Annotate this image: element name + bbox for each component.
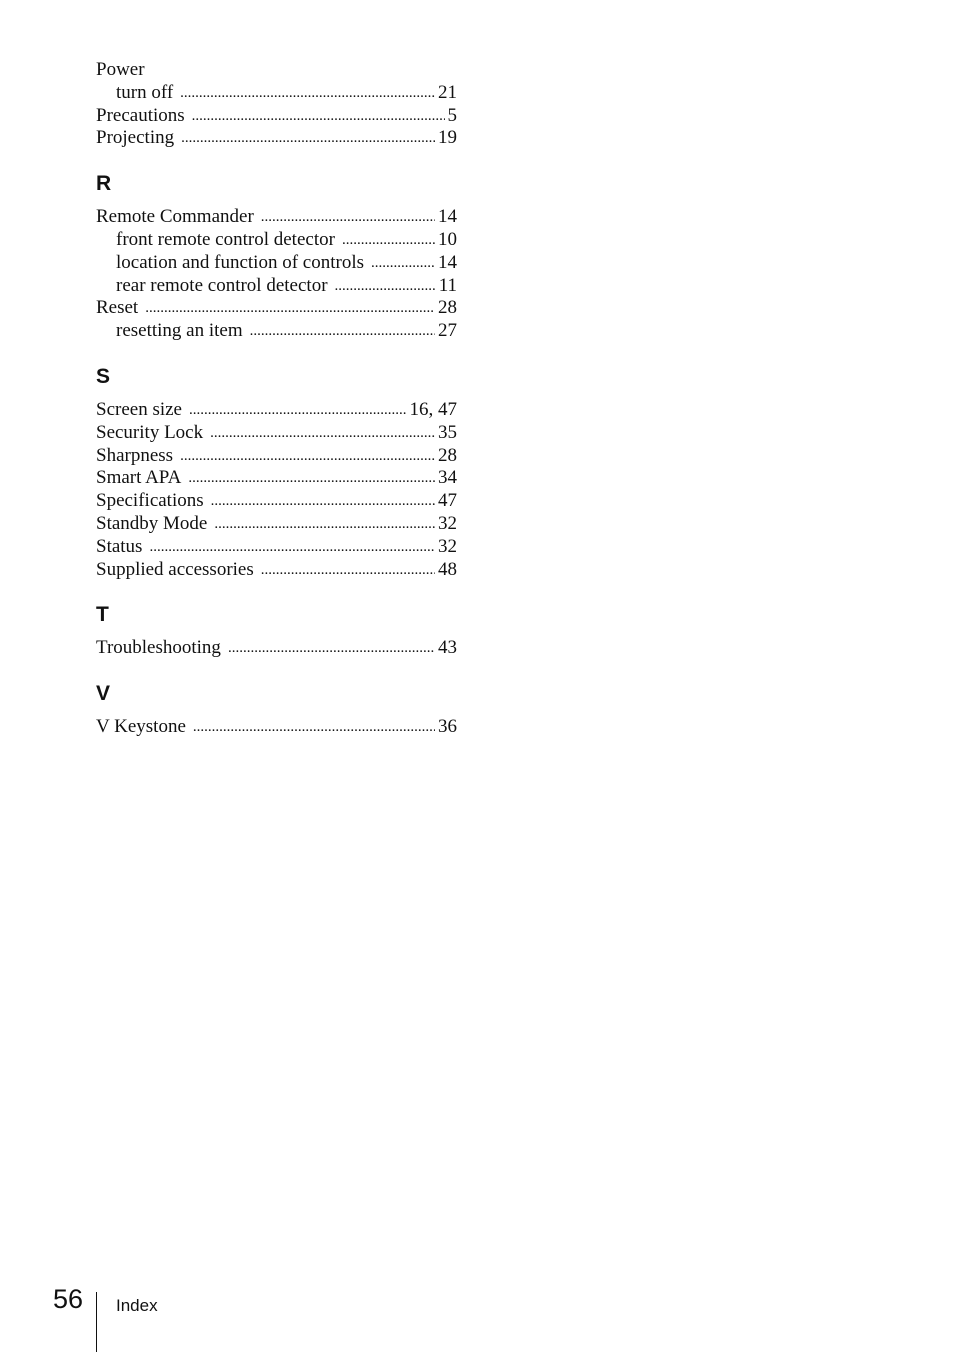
index-page: 16, 47 bbox=[409, 398, 457, 420]
index-entry bbox=[96, 490, 457, 513]
index-entry bbox=[96, 513, 457, 536]
index-page: 14 bbox=[438, 206, 457, 228]
index-term: Specifications bbox=[96, 490, 204, 512]
index-term: Screen size bbox=[96, 398, 182, 420]
index-term: Reset bbox=[96, 297, 139, 319]
index-entry-projecting bbox=[96, 127, 457, 150]
index-page: 34 bbox=[438, 467, 457, 489]
index-entry bbox=[96, 206, 457, 229]
section-letter: R bbox=[96, 172, 112, 196]
index-page: 48 bbox=[438, 558, 457, 580]
index-entry bbox=[96, 559, 457, 582]
index-entry bbox=[96, 320, 457, 343]
index-term: rear remote control detector bbox=[116, 274, 328, 296]
index-entry-turn-off bbox=[96, 82, 457, 105]
index-term: Remote Commander bbox=[96, 206, 254, 228]
dot-leader bbox=[250, 319, 435, 343]
index-page: 43 bbox=[438, 637, 457, 659]
index-page: 5 bbox=[447, 104, 457, 126]
index-page: 19 bbox=[438, 127, 457, 149]
dot-leader bbox=[335, 274, 436, 298]
dot-leader bbox=[342, 228, 435, 252]
dot-leader bbox=[371, 251, 435, 275]
index-entry bbox=[96, 536, 457, 559]
index-section-p bbox=[96, 59, 457, 150]
dot-leader bbox=[180, 81, 435, 105]
index-entry bbox=[96, 275, 457, 298]
index-page: 10 bbox=[438, 228, 457, 250]
index-term: V Keystone bbox=[96, 716, 186, 738]
index-page: 47 bbox=[438, 490, 457, 512]
dot-leader bbox=[210, 421, 435, 445]
index-entry bbox=[96, 716, 457, 739]
index-term: front remote control detector bbox=[116, 228, 335, 250]
index-entry-precautions bbox=[96, 105, 457, 128]
dot-leader bbox=[189, 398, 407, 422]
section-letter: V bbox=[96, 682, 111, 706]
dot-leader bbox=[181, 126, 435, 150]
index-column bbox=[96, 59, 457, 739]
index-term: resetting an item bbox=[116, 320, 243, 342]
index-term: Status bbox=[96, 535, 143, 557]
index-term: Sharpness bbox=[96, 444, 174, 466]
index-section-s bbox=[96, 365, 457, 581]
dot-leader bbox=[193, 715, 435, 739]
dot-leader bbox=[149, 535, 435, 559]
index-term: Power bbox=[96, 59, 145, 80]
index-term: turn off bbox=[116, 81, 174, 103]
index-page: 27 bbox=[438, 320, 457, 342]
index-term: Precautions bbox=[96, 104, 185, 126]
dot-leader bbox=[261, 205, 435, 229]
dot-leader bbox=[180, 444, 435, 468]
dot-leader bbox=[211, 489, 435, 513]
index-term: Projecting bbox=[96, 127, 175, 149]
index-page: 11 bbox=[438, 274, 457, 296]
index-section-t bbox=[96, 603, 457, 660]
index-entry bbox=[96, 297, 457, 320]
index-page: 32 bbox=[438, 535, 457, 557]
index-entry bbox=[96, 399, 457, 422]
index-entry bbox=[96, 252, 457, 275]
index-page: 36 bbox=[438, 716, 457, 738]
dot-leader bbox=[261, 558, 435, 582]
dot-leader bbox=[214, 512, 435, 536]
dot-leader bbox=[228, 636, 435, 660]
index-term: Security Lock bbox=[96, 421, 204, 443]
index-page: 28 bbox=[438, 444, 457, 466]
dot-leader bbox=[188, 466, 435, 490]
index-page: 32 bbox=[438, 512, 457, 534]
index-term: Standby Mode bbox=[96, 512, 208, 534]
footer-divider bbox=[96, 1292, 97, 1352]
section-letter: T bbox=[96, 603, 109, 627]
section-letter: S bbox=[96, 364, 111, 388]
dot-leader bbox=[145, 296, 435, 320]
index-term: Troubleshooting bbox=[96, 637, 221, 659]
index-term: Supplied accessories bbox=[96, 558, 254, 580]
index-term: location and function of controls bbox=[116, 251, 364, 273]
index-entry bbox=[96, 229, 457, 252]
index-page: 35 bbox=[438, 421, 457, 443]
index-page: 14 bbox=[438, 251, 457, 273]
index-entry bbox=[96, 467, 457, 490]
index-page: 21 bbox=[438, 81, 457, 103]
index-page: 28 bbox=[438, 297, 457, 319]
index-section-v bbox=[96, 682, 457, 739]
index-section-r bbox=[96, 172, 457, 343]
dot-leader bbox=[192, 104, 445, 128]
section-label: Index bbox=[116, 1296, 158, 1315]
index-entry bbox=[96, 422, 457, 445]
page-number: 56 bbox=[53, 1284, 84, 1314]
index-entry bbox=[96, 445, 457, 468]
index-term: Smart APA bbox=[96, 467, 182, 489]
index-entry bbox=[96, 637, 457, 660]
index-entry-power bbox=[96, 59, 457, 82]
